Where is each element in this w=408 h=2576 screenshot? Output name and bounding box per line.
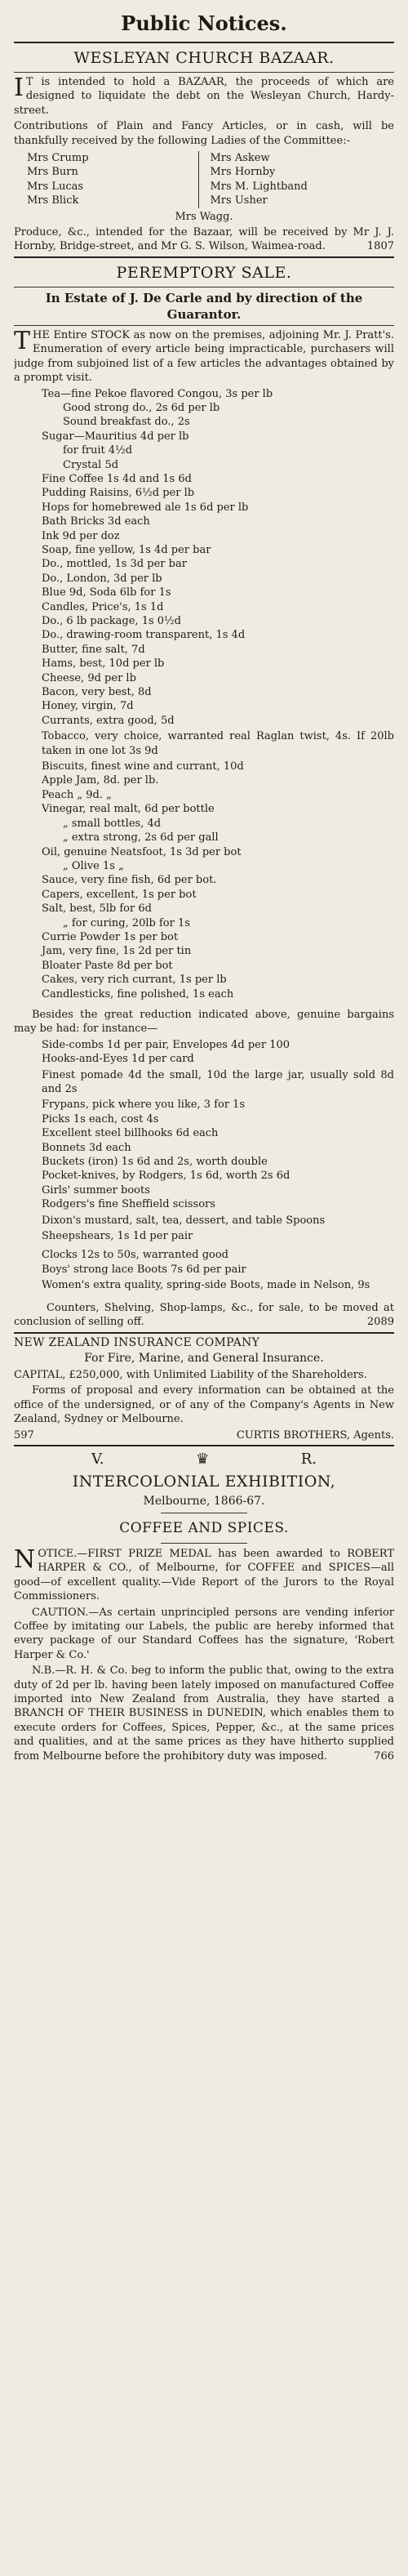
list-item: Vinegar, real malt, 6d per bottle: [42, 803, 215, 816]
committee-left: [27, 151, 199, 208]
committee-member: Mrs Blick: [27, 194, 79, 207]
sale-counters-text: Counters, Shelving, Shop-lamps, &c., for sale, to be moved at conclusion of selling off.: [14, 1301, 394, 1329]
cipher-v: V.: [91, 1450, 104, 1468]
list-item: Sauce, very fine fish, 6d per bot.: [42, 874, 217, 887]
list-item: Finest pomade 4d the small, 10d the large jar, usually sold 8d and 2s: [42, 1068, 394, 1095]
sale-besides: Besides the great reduction indicated above, genuine bargains may be had: for instance—: [14, 1008, 394, 1036]
divider: [14, 72, 394, 73]
list-item: Dixon's mustard, salt, tea, dessert, and table Spoons: [42, 1214, 326, 1227]
list-item: „ extra strong, 2s 6d per gall: [63, 831, 219, 845]
exhibition-subtitle: Melbourne, 1866-67.: [143, 1494, 265, 1508]
committee-member: Mrs Burn: [27, 166, 78, 179]
sale-intro: THE Entire STOCK as now on the premises, adjoining Mr. J. Pratt's. Enumeration of every article being impracticable, purchasers will judge from subjoined list of a few articles the advantages obtained by a prompt visit.: [14, 326, 394, 385]
list-item: Do., 6 lb package, 1s 0½d: [42, 615, 181, 627]
insurance-title: NEW ZEALAND INSURANCE COMPANY: [14, 1335, 260, 1349]
list-item: Currants, extra good, 5d: [42, 714, 175, 727]
list-item: Sugar—Mauritius 4d per lb: [42, 430, 189, 443]
list-item: Honey, virgin, 7d: [42, 700, 134, 713]
exhibition-nb-text: N.B.—R. H. & Co. beg to inform the public that, owing to the extra duty of 2d per lb. having been lately imposed on manufactured Coffee imported into New Zealand from Australia, they have started a BRANCH OF THEIR BUSINESS in DUNEDIN, which enables them to execute orders for Coffees, Spices, Pepper, &c., at the same prices and qualities, and at the same prices as they have hitherto supplied from Melbourne before the prohibitory duty was imposed.: [14, 1665, 394, 1763]
list-item: Peach „ 9d. „: [42, 788, 112, 801]
exhibition-nb: [14, 1664, 394, 1763]
bazaar-produce-text: Produce, &c., intended for the Bazaar, will be received by Mr J. J. Hornby, Bridge-street, and Mr G. S. Wilson, Waimea-road.: [14, 226, 394, 253]
newspaper-page: [14, 8, 394, 2560]
list-item: Capers, excellent, 1s per bot: [42, 888, 197, 901]
list-item: Fine Coffee 1s 4d and 1s 6d: [42, 472, 192, 485]
list-item: Girls' summer boots: [42, 1183, 150, 1197]
list-item: Boys' strong lace Boots 7s 6d per pair: [42, 1263, 246, 1276]
list-item: Crystal 5d: [63, 458, 119, 471]
list-item: Frypans, pick where you like, 3 for 1s: [42, 1099, 246, 1112]
insurance-capital: CAPITAL, £250,000, with Unlimited Liability of the Shareholders.: [14, 1368, 367, 1381]
list-item: Picks 1s each, cost 4s: [42, 1112, 159, 1125]
bazaar-intro: IT is intended to hold a BAZAAR, the proceeds of which are designed to liquidate the debt on the Wesleyan Church, Hardy-street.: [14, 74, 394, 117]
list-item: Sound breakfast do., 2s: [63, 416, 190, 429]
list-item: Do., London, 3d per lb: [42, 572, 162, 585]
insurance-subtitle: For Fire, Marine, and General Insurance.: [84, 1351, 324, 1365]
list-item: Excellent steel billhooks 6d each: [42, 1127, 219, 1140]
list-item: Currie Powder 1s per bot: [42, 930, 179, 943]
list-item: Rodgers's fine Sheffield scissors: [42, 1198, 215, 1211]
exhibition-title: INTERCOLONIAL EXHIBITION,: [72, 1472, 336, 1491]
list-item: Do., mottled, 1s 3d per bar: [42, 558, 187, 571]
ad-number: 2089: [366, 1316, 394, 1329]
list-item: Oil, genuine Neatsfoot, 1s 3d per bot: [42, 845, 242, 858]
divider: [14, 1445, 394, 1446]
sale-item-list: [14, 387, 394, 1001]
committee-member: Mrs Hornby: [210, 166, 276, 179]
spacer: [14, 1295, 394, 1299]
exhibition-heading: COFFEE AND SPICES.: [119, 1519, 289, 1536]
list-item: Candlesticks, fine polished, 1s each: [42, 987, 234, 1001]
committee-member: Mrs Crump: [27, 152, 89, 165]
list-item: Jam, very fine, 1s 2d per tin: [42, 945, 192, 958]
bargain-list: [14, 1038, 394, 1244]
list-item: Bath Bricks 3d each: [42, 515, 150, 528]
list-item: Soap, fine yellow, 1s 4d per bar: [42, 543, 211, 556]
sale-subtitle: In Estate of J. De Carle and by direction of the Guarantor.: [45, 290, 363, 322]
list-item: Hams, best, 10d per lb: [42, 657, 165, 671]
list-item: Tea—fine Pekoe flavored Congou, 3s per lb: [42, 387, 273, 400]
ad-number: 766: [374, 1749, 394, 1763]
ad-number: 1807: [366, 240, 394, 253]
bargain-list-2: [14, 1248, 394, 1292]
list-item: Good strong do., 2s 6d per lb: [63, 401, 220, 414]
list-item: Bacon, very best, 8d: [42, 686, 152, 699]
sale-notice: [14, 261, 394, 1330]
crown-icon: ♛: [196, 1450, 210, 1468]
list-item: „ for curing, 20lb for 1s: [63, 916, 190, 929]
list-item: Blue 9d, Soda 6lb for 1s: [42, 586, 171, 599]
bazaar-notice: [14, 47, 394, 254]
list-item: Hops for homebrewed ale 1s 6d per lb: [42, 501, 249, 514]
insurance-body: Forms of proposal and every information can be obtained at the office of the undersigned, or of any of the Company's Agents in New Zealand, Sydney or Melbourne.: [14, 1384, 394, 1426]
exhibition-caution: CAUTION.—As certain unprincipled persons are vending inferior Coffee by imitating our Labels, the public are hereby informed that every package of our Standard Coffees has the signature, 'Robert Harper & Co.': [14, 1606, 394, 1661]
list-item: Biscuits, finest wine and currant, 10d: [42, 760, 244, 773]
list-item: Side-combs 1d per pair, Envelopes 4d per 100: [42, 1038, 290, 1051]
list-item: Ink 9d per doz: [42, 529, 120, 542]
list-item: „ small bottles, 4d: [63, 817, 162, 830]
sale-counters: [14, 1301, 394, 1330]
page-heading: Public Notices.: [121, 11, 287, 35]
list-item: Candles, Price's, 1s 1d: [42, 600, 164, 613]
insurance-notice: [14, 1336, 394, 1442]
list-item: Buckets (iron) 1s 6d and 2s, worth double: [42, 1156, 268, 1169]
cipher-r: R.: [300, 1450, 317, 1468]
list-item: Apple Jam, 8d. per lb.: [42, 774, 159, 787]
committee-member: Mrs M. Lightband: [210, 180, 308, 193]
divider: [14, 42, 394, 43]
list-item: Sheepshears, 1s 1d per pair: [42, 1230, 193, 1243]
committee-member-last: Mrs Wagg.: [175, 210, 233, 223]
committee-member: Mrs Lucas: [27, 180, 84, 193]
list-item: Cheese, 9d per lb: [42, 671, 136, 684]
committee-member: Mrs Usher: [210, 194, 268, 207]
divider: [161, 1543, 247, 1544]
committee-right: [199, 151, 382, 208]
list-item: Bloater Paste 8d per bot: [42, 959, 173, 972]
list-item: Salt, best, 5lb for 6d: [42, 902, 152, 916]
sale-title: PEREMPTORY SALE.: [116, 263, 292, 282]
divider: [14, 256, 394, 258]
divider: [14, 325, 394, 326]
list-item: Clocks 12s to 50s, warranted good: [42, 1249, 228, 1262]
insurance-signature: CURTIS BROTHERS, Agents.: [236, 1428, 394, 1442]
list-item: Pocket-knives, by Rodgers, 1s 6d, worth 2s 6d: [42, 1170, 290, 1183]
bazaar-title: WESLEYAN CHURCH BAZAAR.: [73, 49, 335, 67]
list-item: Women's extra quality, spring-side Boots, made in Nelson, 9s: [42, 1279, 370, 1292]
committee-list: [14, 149, 394, 210]
list-item: for fruit 4½d: [63, 444, 133, 457]
list-item: Tobacco, very choice, warranted real Raglan twist, 4s. If 20lb taken in one lot 3s 9d: [42, 730, 394, 757]
bazaar-contributions: Contributions of Plain and Fancy Articles, or in cash, will be thankfully received by the following Ladies of the Committee:-: [14, 120, 394, 147]
royal-cipher: [14, 1449, 394, 1470]
ad-number: 597: [14, 1428, 34, 1442]
list-item: Pudding Raisins, 6½d per lb: [42, 487, 195, 500]
list-item: Cakes, very rich currant, 1s per lb: [42, 974, 227, 987]
list-item: Do., drawing-room transparent, 1s 4d: [42, 629, 246, 642]
list-item: Bonnets 3d each: [42, 1141, 131, 1154]
committee-member: Mrs Askew: [210, 152, 270, 165]
divider: [14, 1332, 394, 1334]
exhibition-notice: [14, 1449, 394, 1763]
spacer: [14, 1001, 394, 1006]
exhibition-notice-text: NOTICE.—FIRST PRIZE MEDAL has been awarded to ROBERT HARPER & CO., of Melbourne, for COFFEE and SPICES—all good—of excellent quality.—Vide Report of the Jurors to the Royal Commissioners.: [14, 1544, 394, 1603]
list-item: Hooks-and-Eyes 1d per card: [42, 1053, 194, 1066]
list-item: „ Olive 1s „: [63, 859, 124, 872]
bazaar-produce: [14, 225, 394, 254]
insurance-signature-row: [14, 1428, 394, 1442]
list-item: Butter, fine salt, 7d: [42, 643, 145, 656]
